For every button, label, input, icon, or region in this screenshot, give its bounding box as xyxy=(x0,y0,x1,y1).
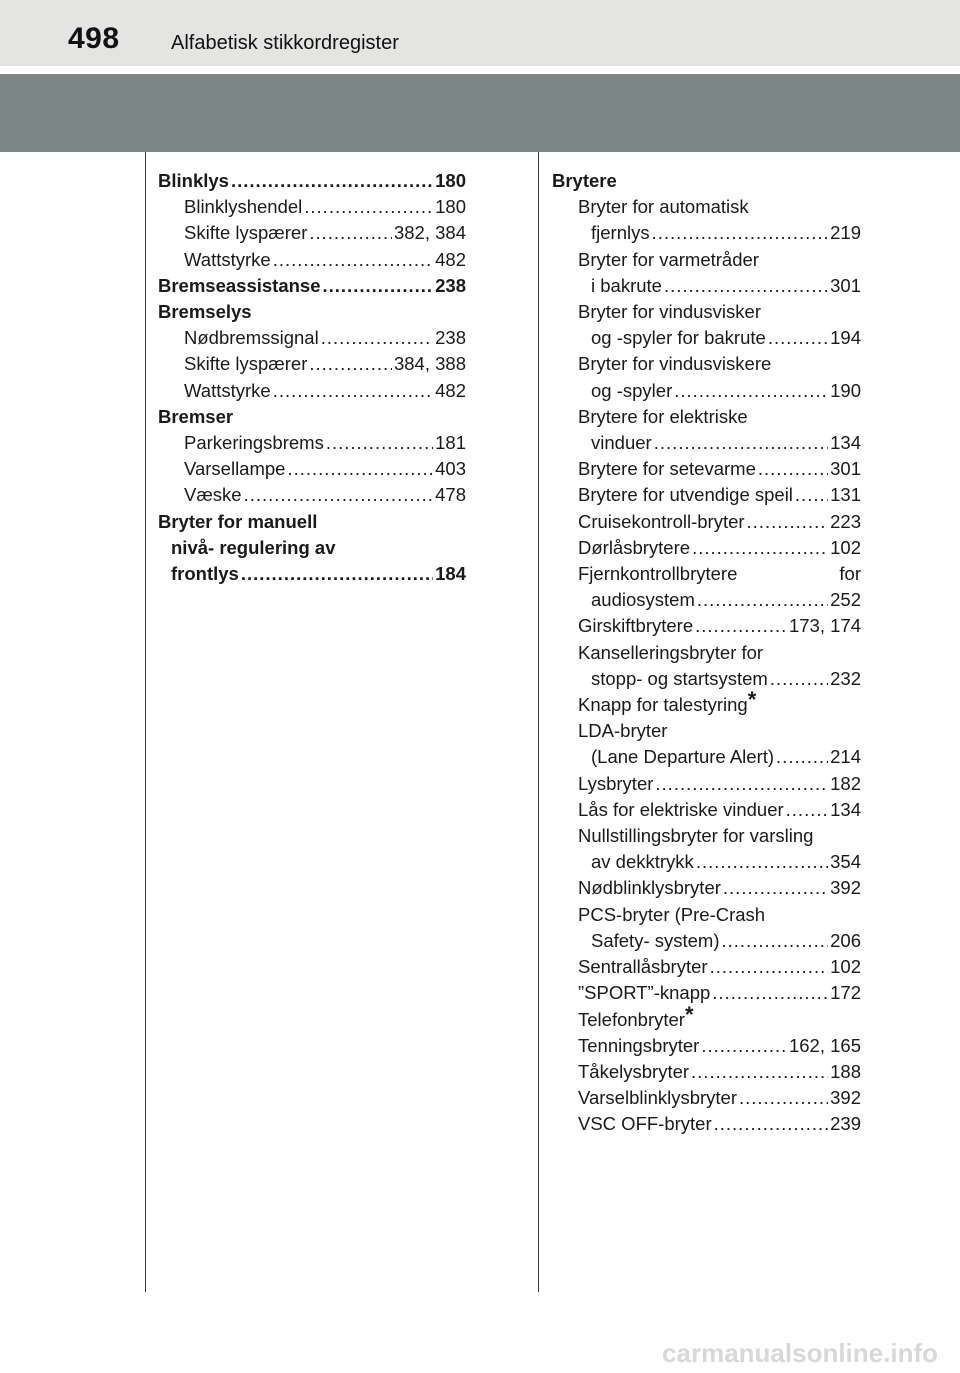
index-entry: Skifte lyspærer ..... 382, 384 xyxy=(158,220,466,246)
index-entry: Skifte lyspærer ..... 384, 388 xyxy=(158,351,466,377)
index-entry-line: Kanselleringsbryter for xyxy=(578,641,764,663)
page-number: 498 xyxy=(68,22,120,55)
index-entry: Nødblinklysbryter ..... 392 xyxy=(552,875,861,901)
index-entry: Varselblinklysbryter ..... 392 xyxy=(552,1085,861,1111)
index-entry: fjernlys ..... 219 xyxy=(552,220,861,246)
index-entry: Blinklys ..... 180 xyxy=(158,168,466,194)
index-heading: Brytere xyxy=(552,170,617,191)
index-entry: audiosystem ..... 252 xyxy=(552,587,861,613)
index-entry-line: Bryter for vindusviskere xyxy=(578,353,772,375)
index-heading: Bremser xyxy=(158,405,234,427)
index-entry: Sentrallåsbryter ..... 102 xyxy=(552,954,861,980)
index-entry: av dekktrykk ..... 354 xyxy=(552,849,861,875)
index-entry-line: nivå- regulering av xyxy=(171,536,336,558)
index-entry-line: Nullstillingsbryter for varsling xyxy=(578,825,814,847)
index-entry: Wattstyrke ..... 482 xyxy=(158,247,466,273)
index-column-right xyxy=(552,168,861,1138)
index-entry: og -spyler for bakrute ..... 194 xyxy=(552,325,861,351)
index-column-left xyxy=(158,168,466,587)
index-entry-line: Bryter for manuell xyxy=(158,510,318,532)
section-title: Alfabetisk stikkordregister xyxy=(171,32,399,54)
index-entry-line: Brytere for elektriske xyxy=(578,405,748,427)
index-entry: VSC OFF-bryter ..... 239 xyxy=(552,1111,861,1137)
index-entry: Væske ..... 478 xyxy=(158,482,466,508)
index-entry: frontlys ..... 184 xyxy=(158,561,466,587)
header-bar xyxy=(0,0,960,66)
index-entry: Lås for elektriske vinduer ..... 134 xyxy=(552,797,861,823)
middle-column-rule xyxy=(538,152,539,1292)
index-entry: Knapp for talestyring* xyxy=(578,687,757,716)
index-entry: Bremseassistanse ..... 238 xyxy=(158,273,466,299)
index-entry-line: Bryter for automatisk xyxy=(578,196,749,218)
index-entry: Brytere for setevarme ..... 301 xyxy=(552,456,861,482)
index-entry: Tenningsbryter ..... 162, 165 xyxy=(552,1033,861,1059)
index-entry: Brytere for utvendige speil ..... 131 xyxy=(552,482,861,508)
index-entry: Blinklyshendel ..... 180 xyxy=(158,194,466,220)
index-entry: Telefonbryter* xyxy=(578,1001,694,1030)
index-entry: (Lane Departure Alert) ..... 214 xyxy=(552,744,861,770)
watermark: carmanualsonline.info xyxy=(662,1338,938,1368)
index-entry: Girskiftbrytere ..... 173, 174 xyxy=(552,613,861,639)
index-entry: Lysbryter ..... 182 xyxy=(552,771,861,797)
footnote-asterisk: * xyxy=(684,1001,694,1027)
index-entry: Nødbremssignal ..... 238 xyxy=(158,325,466,351)
index-entry: Tåkelysbryter ..... 188 xyxy=(552,1059,861,1085)
index-entry-line: LDA-bryter xyxy=(578,720,668,742)
index-entry: og -spyler ..... 190 xyxy=(552,378,861,404)
header-banner xyxy=(0,74,960,152)
footnote-asterisk: * xyxy=(747,687,757,713)
index-entry: Varsellampe ..... 403 xyxy=(158,456,466,482)
index-entry-line: Bryter for vindusvisker xyxy=(578,301,761,323)
index-entry-line: Bryter for varmetråder xyxy=(578,248,759,270)
index-entry: vinduer ..... 134 xyxy=(552,430,861,456)
left-column-rule xyxy=(145,152,146,1292)
index-entry: ”SPORT”-knapp ..... 172 xyxy=(552,980,861,1006)
index-entry: Parkeringsbrems ..... 181 xyxy=(158,430,466,456)
index-entry-line: PCS-bryter (Pre-Crash xyxy=(578,903,766,925)
index-entry: Wattstyrke ..... 482 xyxy=(158,378,466,404)
index-entry: Cruisekontroll-bryter ..... 223 xyxy=(552,509,861,535)
index-entry-line: Fjernkontrollbrytere for xyxy=(578,563,861,585)
index-entry: i bakrute ..... 301 xyxy=(552,273,861,299)
index-entry: Dørlåsbrytere ..... 102 xyxy=(552,535,861,561)
index-entry: Safety- system) ..... 206 xyxy=(552,928,861,954)
index-entry: stopp- og startsystem ..... 232 xyxy=(552,666,861,692)
index-heading: Bremselys xyxy=(158,301,252,323)
